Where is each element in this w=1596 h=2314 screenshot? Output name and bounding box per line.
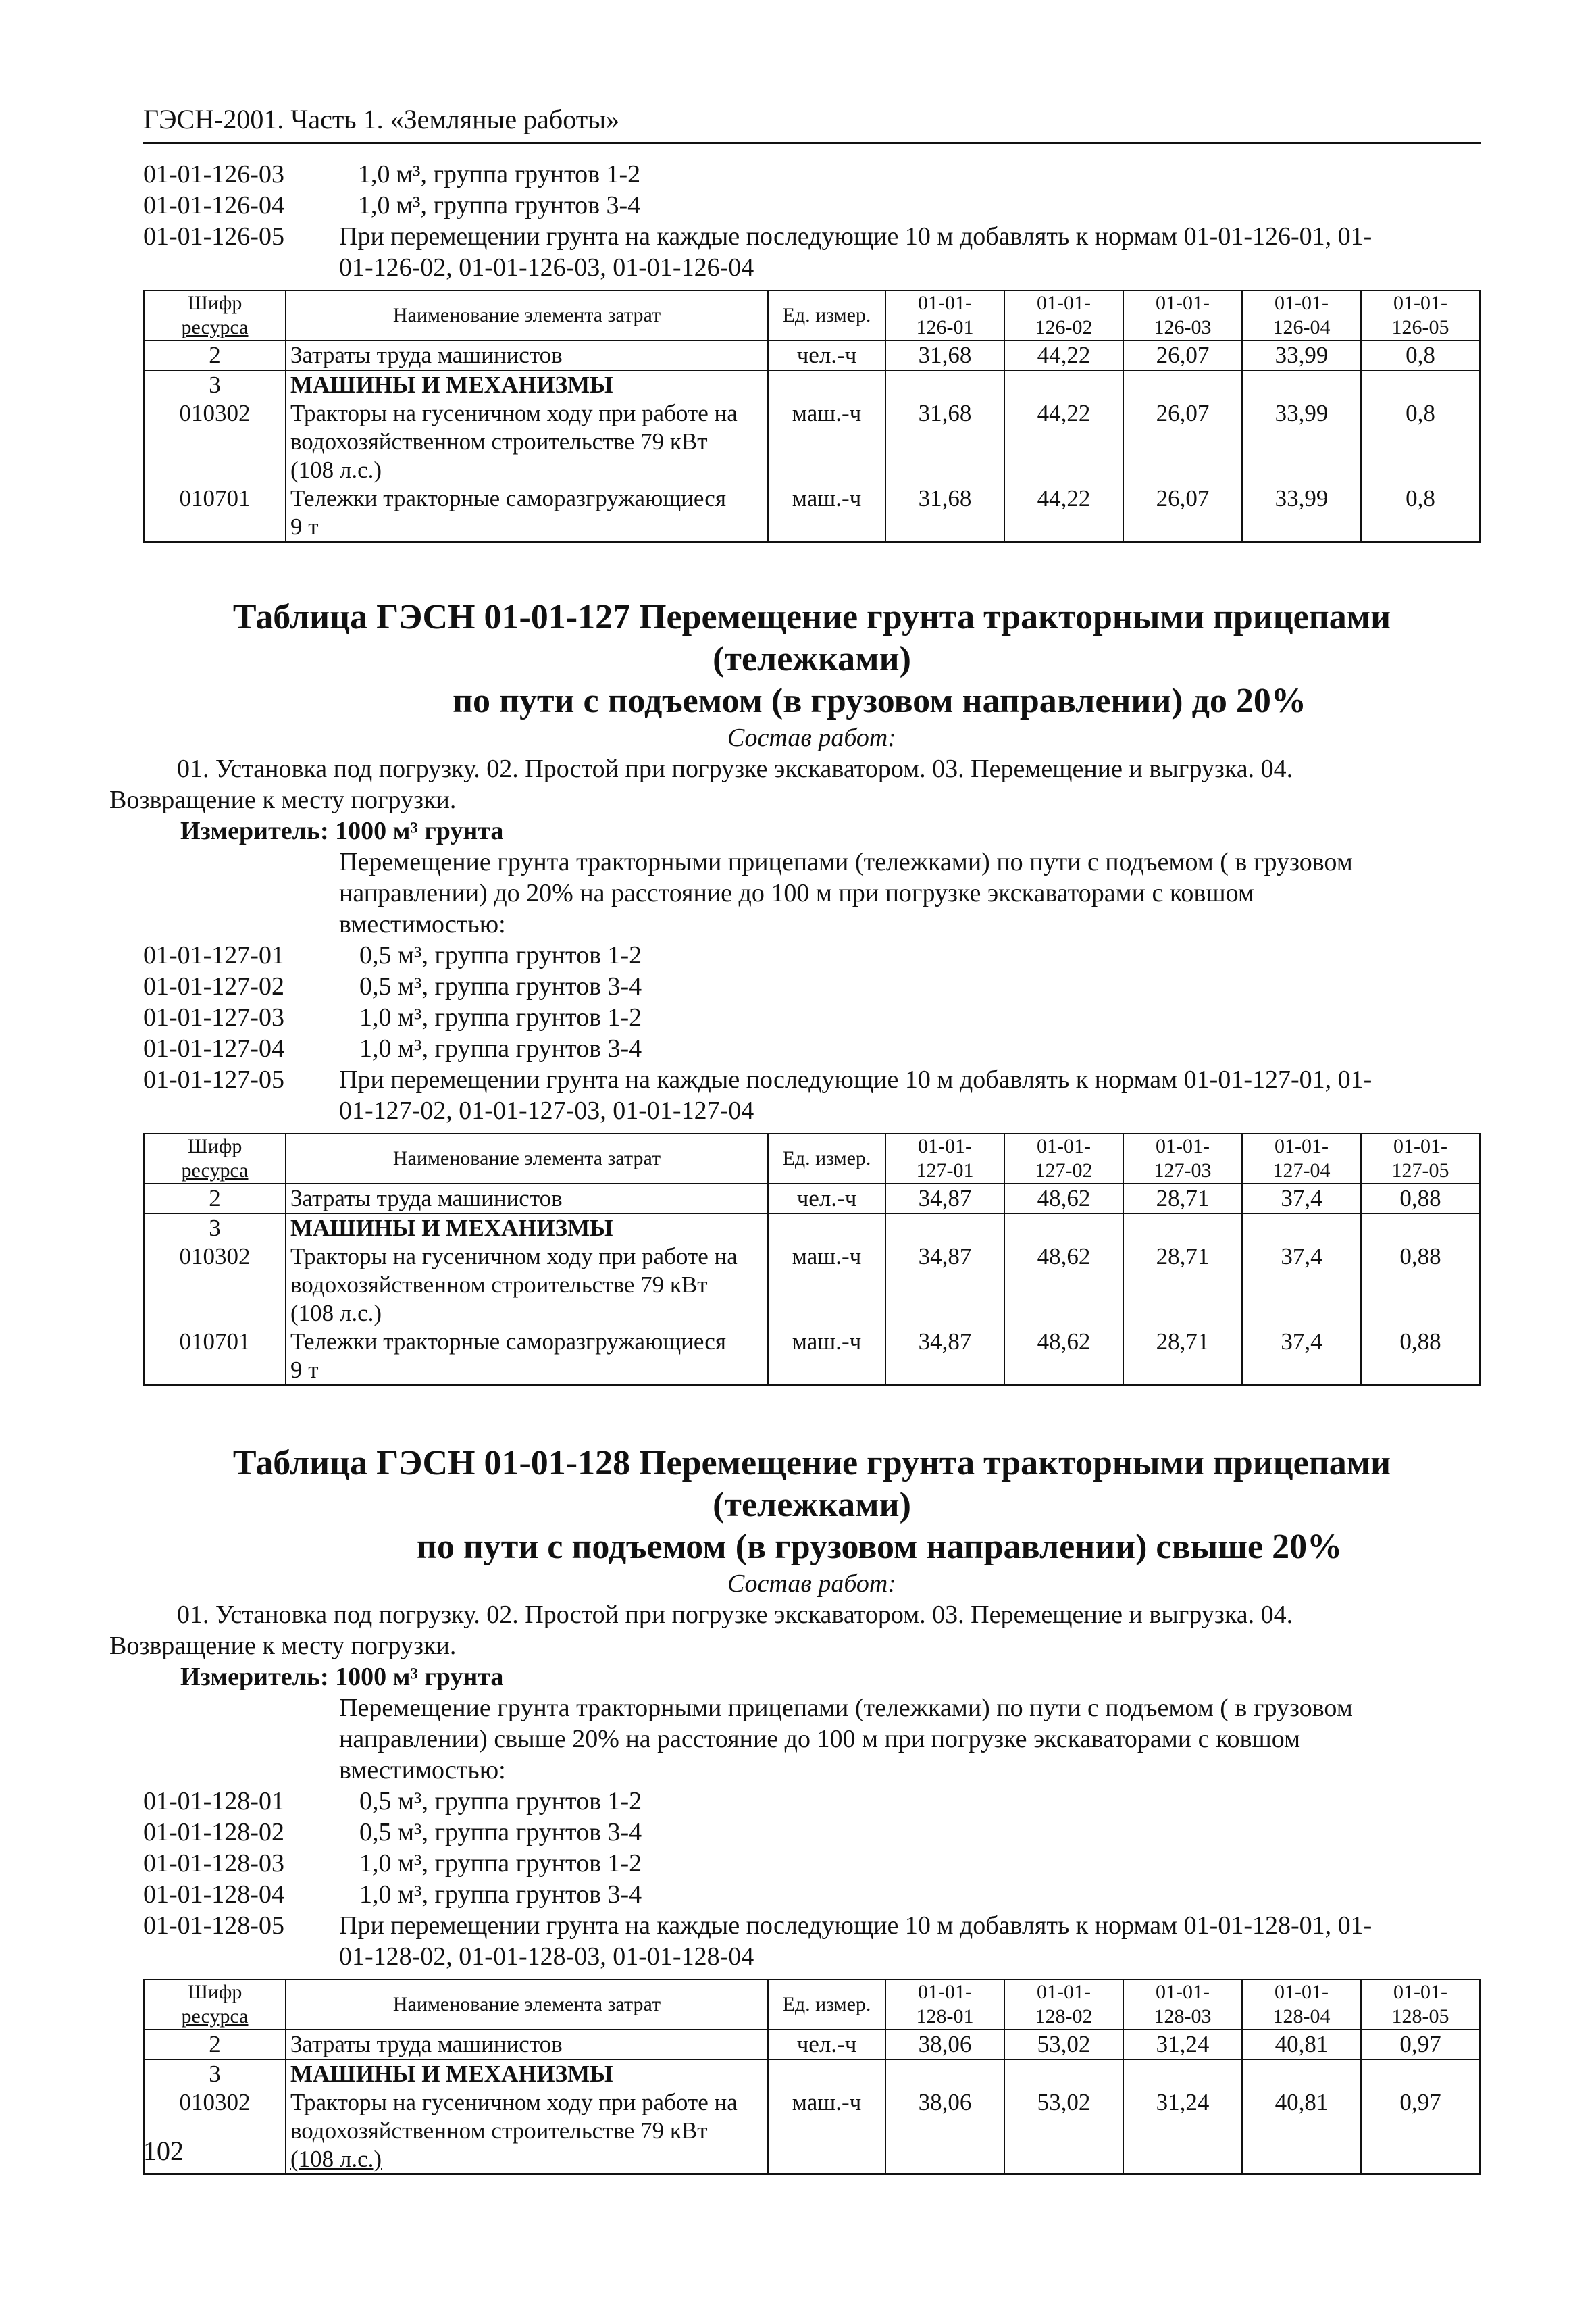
- norm-line: 01-01-128-01 0,5 м³, группа грунтов 1-2: [143, 1787, 642, 1815]
- table-title-128: Таблица ГЭСН 01-01-128 Перемещение грунта тракторными прицепами (тележками) по пути с подъемом (в грузовом направлении) свыше 20%: [232, 1444, 1391, 1566]
- header-unit: Ед. измер.: [768, 291, 885, 341]
- running-header: ГЭСН-2001. Часть 1. «Земляные работы»: [143, 101, 1481, 144]
- measure-unit: Измеритель: 1000 м³ грунта: [180, 817, 504, 845]
- work-composition-label: Состав работ:: [727, 724, 897, 752]
- header-code: Шифр ресурса: [144, 291, 286, 341]
- table-row: 010701 Тележки тракторные саморазгружающиеся 9 т маш.-ч 31,68 44,22 26,07 33,99 0,8: [144, 484, 1480, 542]
- norm-description: Перемещение грунта тракторными прицепами (тележками) по пути с подъемом ( в грузовом направлении) свыше 20% на расстояние до 100 м при погрузке экскаваторами с ковшом вместимостью:: [339, 1694, 1353, 1784]
- work-composition-label: Состав работ:: [727, 1569, 897, 1598]
- work-composition-text: 01. Установка под погрузку. 02. Простой при погрузке экскаватором. 03. Перемещение и выгрузка. 04. Возвращение к месту погрузки.: [109, 755, 1293, 814]
- header-name: Наименование элемента затрат: [286, 291, 768, 341]
- table-row: 010302 Тракторы на гусеничном ходу при работе на водохозяйственном строительстве 79 кВт (108 л.с.) маш.-ч 31,68 44,22 26,07 33,99 0,8: [144, 399, 1480, 484]
- table-row: 010701 Тележки тракторные саморазгружающиеся 9 т маш.-ч 34,87 48,62 28,71 37,4 0,88: [144, 1328, 1480, 1385]
- norm-line: 01-01-128-04 1,0 м³, группа грунтов 3-4: [143, 1880, 642, 1909]
- norm-line: 01-01-128-03 1,0 м³, группа грунтов 1-2: [143, 1849, 642, 1878]
- table-row: 3 МАШИНЫ И МЕХАНИЗМЫ: [144, 370, 1480, 399]
- table-row: 3 МАШИНЫ И МЕХАНИЗМЫ: [144, 1213, 1480, 1242]
- table-header-row: [144, 291, 1480, 341]
- table-row: 010302 Тракторы на гусеничном ходу при работе на водохозяйственном строительстве 79 кВт (108 л.с.) маш.-ч 38,06 53,02 31,24 40,81 0,97: [144, 2088, 1480, 2174]
- table-header-row: Шифр ресурса Наименование элемента затрат Ед. измер. 01-01- 127-01 01-01- 127-02 01-01- 127-03 01-01- 127-04 01-01- 127-05: [144, 1134, 1480, 1184]
- table-header-row: Шифр ресурса Наименование элемента затрат Ед. измер. 01-01- 128-01 01-01- 128-02 01-01- 128-03 01-01- 128-04 01-01- 128-05: [144, 1980, 1480, 2030]
- norm-table-126: [143, 290, 1481, 543]
- norm-description: Перемещение грунта тракторными прицепами (тележками) по пути с подъемом ( в грузовом направлении) до 20% на расстояние до 100 м при погрузке экскаваторами с ковшом вместимостью:: [339, 848, 1353, 938]
- header-col: 01-01- 126-04: [1242, 291, 1361, 341]
- norm-line: 01-01-126-03 1,0 м³, группа грунтов 1-2: [143, 160, 641, 188]
- norm-line: 01-01-126-05 При перемещении грунта на каждые последующие 10 м добавлять к нормам 01-01-126-01, 01- 01-126-02, 01-01-126-03, 01-01-126-04: [143, 222, 1372, 282]
- header-col: 01-01- 126-05: [1361, 291, 1480, 341]
- table-row: 2 Затраты труда машинистов чел.-ч 31,68 44,22 26,07 33,99 0,8: [144, 341, 1480, 370]
- norm-line: 01-01-126-04 1,0 м³, группа грунтов 3-4: [143, 191, 641, 220]
- norm-line: 01-01-127-05 При перемещении грунта на каждые последующие 10 м добавлять к нормам 01-01-127-01, 01- 01-127-02, 01-01-127-03, 01-01-127-04: [143, 1065, 1372, 1125]
- header-col: 01-01- 126-02: [1004, 291, 1123, 341]
- table-row: 2 Затраты труда машинистов чел.-ч 34,87 48,62 28,71 37,4 0,88: [144, 1184, 1480, 1213]
- table-row: 3 МАШИНЫ И МЕХАНИЗМЫ: [144, 2059, 1480, 2088]
- norm-line: 01-01-127-03 1,0 м³, группа грунтов 1-2: [143, 1003, 642, 1032]
- norm-line: 01-01-128-02 0,5 м³, группа грунтов 3-4: [143, 1818, 642, 1846]
- norm-line: 01-01-128-05 При перемещении грунта на каждые последующие 10 м добавлять к нормам 01-01-128-01, 01- 01-128-02, 01-01-128-03, 01-01-128-04: [143, 1911, 1372, 1971]
- measure-unit: Измеритель: 1000 м³ грунта: [180, 1663, 504, 1691]
- header-col: 01-01- 126-03: [1123, 291, 1242, 341]
- norm-table-127: [143, 1133, 1481, 1386]
- table-title-127: Таблица ГЭСН 01-01-127 Перемещение грунта тракторными прицепами (тележками) по пути с подъемом (в грузовом направлении) до 20%: [232, 598, 1391, 720]
- norm-line: 01-01-127-01 0,5 м³, группа грунтов 1-2: [143, 941, 642, 970]
- document-page: [109, 101, 1481, 2175]
- norm-table-128: [143, 1979, 1481, 2175]
- norm-line: 01-01-127-02 0,5 м³, группа грунтов 3-4: [143, 972, 642, 1001]
- header-col: 01-01- 126-01: [885, 291, 1004, 341]
- norm-line: 01-01-127-04 1,0 м³, группа грунтов 3-4: [143, 1034, 642, 1063]
- table-row: 2 Затраты труда машинистов чел.-ч 38,06 53,02 31,24 40,81 0,97: [144, 2030, 1480, 2059]
- table-row: 010302 Тракторы на гусеничном ходу при работе на водохозяйственном строительстве 79 кВт (108 л.с.) маш.-ч 34,87 48,62 28,71 37,4 0,88: [144, 1242, 1480, 1328]
- work-composition-text: 01. Установка под погрузку. 02. Простой при погрузке экскаватором. 03. Перемещение и выгрузка. 04. Возвращение к месту погрузки.: [109, 1601, 1293, 1660]
- page-number: 102: [143, 2136, 184, 2166]
